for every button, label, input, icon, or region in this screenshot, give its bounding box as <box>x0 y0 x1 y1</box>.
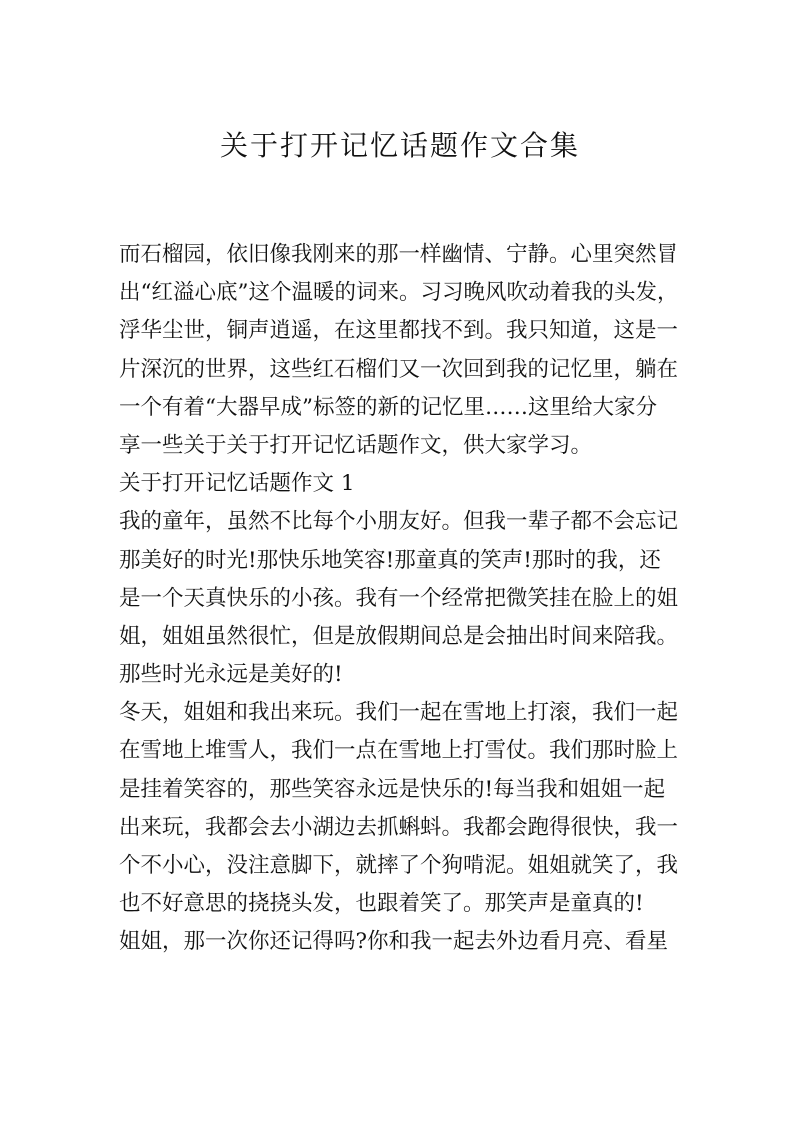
text-line: 而石榴园，依旧像我刚来的那一样幽情、宁静。心里突然冒 <box>119 242 679 267</box>
text-line: 是一个天真快乐的小孩。我有一个经常把微笑挂在脸上的姐 <box>119 585 679 611</box>
text-line: 也不好意思的挠挠头发，也跟着笑了。那笑声是童真的! <box>119 891 644 917</box>
text-line: 冬天，姐姐和我出来玩。我们一起在雪地上打滚，我们一起 <box>119 700 679 726</box>
text-line: 一个有着“大器早成”标签的新的记忆里……这里给大家分 <box>119 394 657 420</box>
text-line: 出来玩，我都会去小湖边去抓蝌蚪。我都会跑得很快，我一 <box>119 814 679 840</box>
text-line: 我的童年，虽然不比每个小朋友好。但我一辈子都不会忘记 <box>119 509 679 535</box>
section-heading: 关于打开记忆话题作文 1 <box>119 471 355 497</box>
document-body <box>119 236 689 962</box>
text-line: 片深沉的世界，这些红石榴们又一次回到我的记忆里，躺在 <box>119 356 679 382</box>
text-line: 姐，姐姐虽然很忙，但是放假期间总是会抽出时间来陪我。 <box>119 623 679 649</box>
text-line: 个不小心，没注意脚下，就摔了个狗啃泥。姐姐就笑了，我 <box>119 853 679 878</box>
text-line: 享一些关于关于打开记忆话题作文，供大家学习。 <box>119 432 593 458</box>
text-line: 那美好的时光!那快乐地笑容!那童真的笑声!那时的我，还 <box>119 547 661 573</box>
text-line: 出“红溢心底”这个温暖的词来。习习晚风吹动着我的头发， <box>119 280 679 306</box>
document-title: 关于打开记忆话题作文合集 <box>219 129 580 162</box>
text-line: 姐姐，那一次你还记得吗?你和我一起去外边看月亮、看星 <box>119 929 669 955</box>
text-line: 浮华尘世，铜声逍遥，在这里都找不到。我只知道，这是一 <box>119 318 679 344</box>
text-line: 是挂着笑容的，那些笑容永远是快乐的!每当我和姐姐一起 <box>119 776 666 802</box>
text-line: 那些时光永远是美好的! <box>119 662 343 688</box>
text-line: 在雪地上堆雪人，我们一点在雪地上打雪仗。我们那时脸上 <box>119 738 679 764</box>
